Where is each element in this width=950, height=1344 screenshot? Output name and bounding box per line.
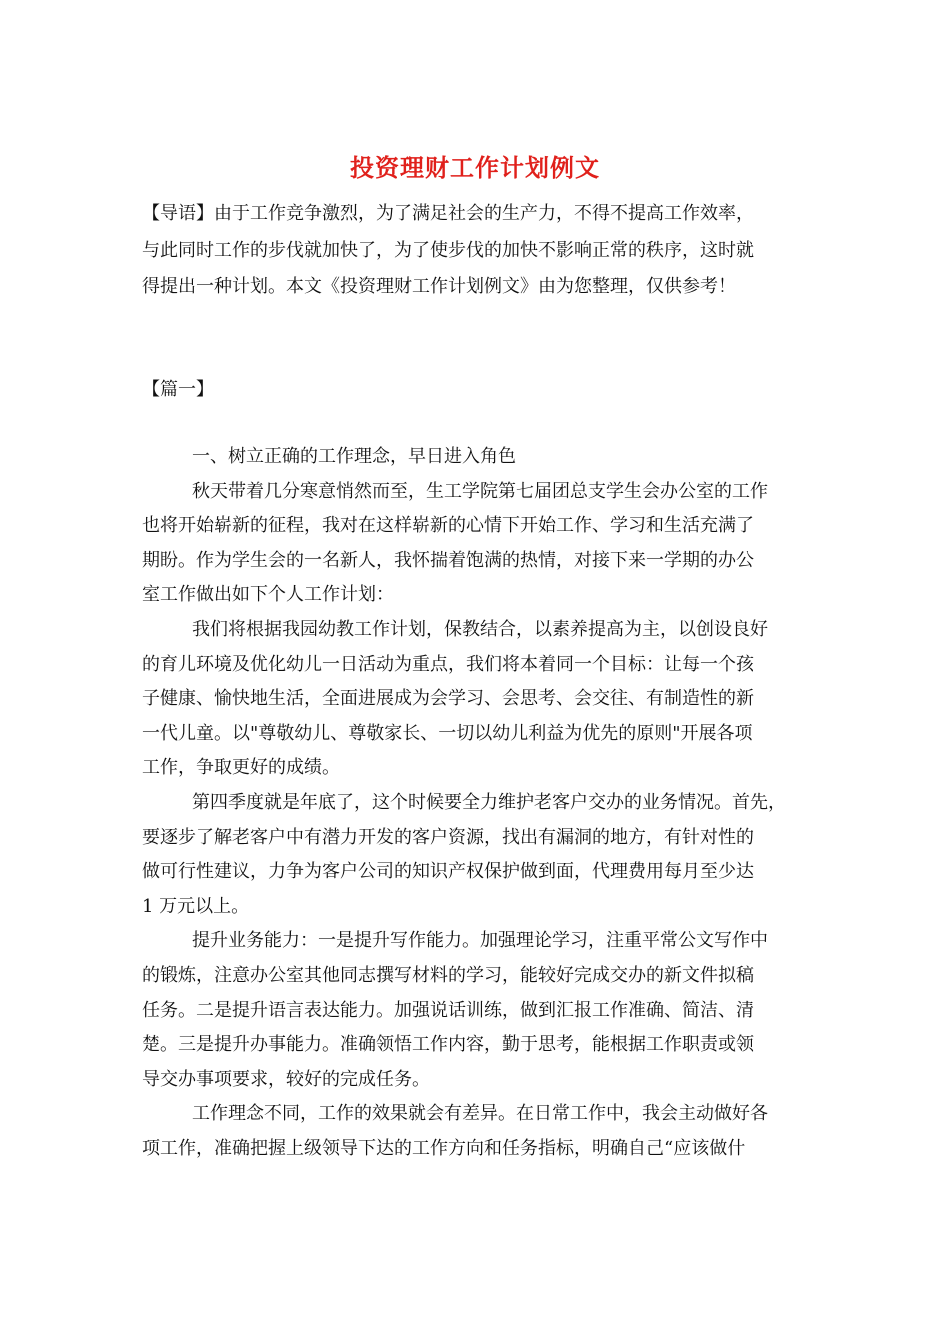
body-line: 楚。三是提升办事能力。准确领悟工作内容，勤于思考，能根据工作职责或领 (142, 1034, 754, 1056)
body-line: 室工作做出如下个人工作计划： (142, 584, 394, 606)
body-line: 提升业务能力：一是提升写作能力。加强理论学习，注重平常公文写作中 (192, 930, 768, 952)
intro-line: 得提出一种计划。本文《投资理财工作计划例文》由为您整理，仅供参考！ (142, 276, 736, 297)
intro-line: 【导语】由于工作竞争激烈，为了满足社会的生产力，不得不提高工作效率， (142, 203, 754, 224)
body-line: 导交办事项要求，较好的完成任务。 (142, 1068, 430, 1090)
body-line: 任务。二是提升语言表达能力。加强说话训练，做到汇报工作准确、简洁、清 (142, 999, 754, 1021)
body-text (142, 440, 832, 1166)
document-title: 投资理财工作计划例文 (350, 153, 600, 182)
body-line: 一、树立正确的工作理念，早日进入角色 (192, 446, 516, 467)
body-line: 的育儿环境及优化幼儿一日活动为重点，我们将本着同一个目标：让每一个孩 (142, 653, 754, 675)
body-line: 工作理念不同，工作的效果就会有差异。在日常工作中，我会主动做好各 (192, 1103, 768, 1125)
section-label: 【篇一】 (142, 379, 214, 400)
body-line: 项工作，准确把握上级领导下达的工作方向和任务指标，明确自己“应该做什 (142, 1137, 746, 1159)
body-line: 子健康、愉快地生活，全面进展成为会学习、会思考、会交往、有制造性的新 (142, 688, 754, 710)
body-line: 第四季度就是年底了，这个时候要全力维护老客户交办的业务情况。首先， (192, 791, 786, 813)
body-line: 的锻炼，注意办公室其他同志撰写材料的学习，能较好完成交办的新文件拟稿 (142, 964, 754, 986)
body-line: 一代儿童。以"尊敬幼儿、尊敬家长、一切以幼儿利益为优先的原则"开展各项 (142, 722, 753, 744)
body-line: 工作，争取更好的成绩。 (142, 757, 340, 779)
intro-line: 与此同时工作的步伐就加快了，为了使步伐的加快不影响正常的秩序，这时就 (142, 239, 754, 261)
body-line: 也将开始崭新的征程，我对在这样崭新的心情下开始工作、学习和生活充满了 (142, 515, 754, 537)
body-line: 做可行性建议，力争为客户公司的知识产权保护做到面，代理费用每月至少达 (142, 861, 754, 883)
body-line: 秋天带着几分寒意悄然而至，生工学院第七届团总支学生会办公室的工作 (192, 480, 768, 502)
body-line: 要逐步了解老客户中有潜力开发的客户资源，找出有漏洞的地方，有针对性的 (142, 826, 754, 848)
intro-paragraph (142, 196, 822, 306)
body-line: 1 万元以上。 (142, 895, 250, 917)
body-line: 期盼。作为学生会的一名新人，我怀揣着饱满的热情，对接下来一学期的办公 (142, 549, 754, 571)
body-line: 我们将根据我园幼教工作计划，保教结合，以素养提高为主，以创设良好 (192, 618, 768, 640)
